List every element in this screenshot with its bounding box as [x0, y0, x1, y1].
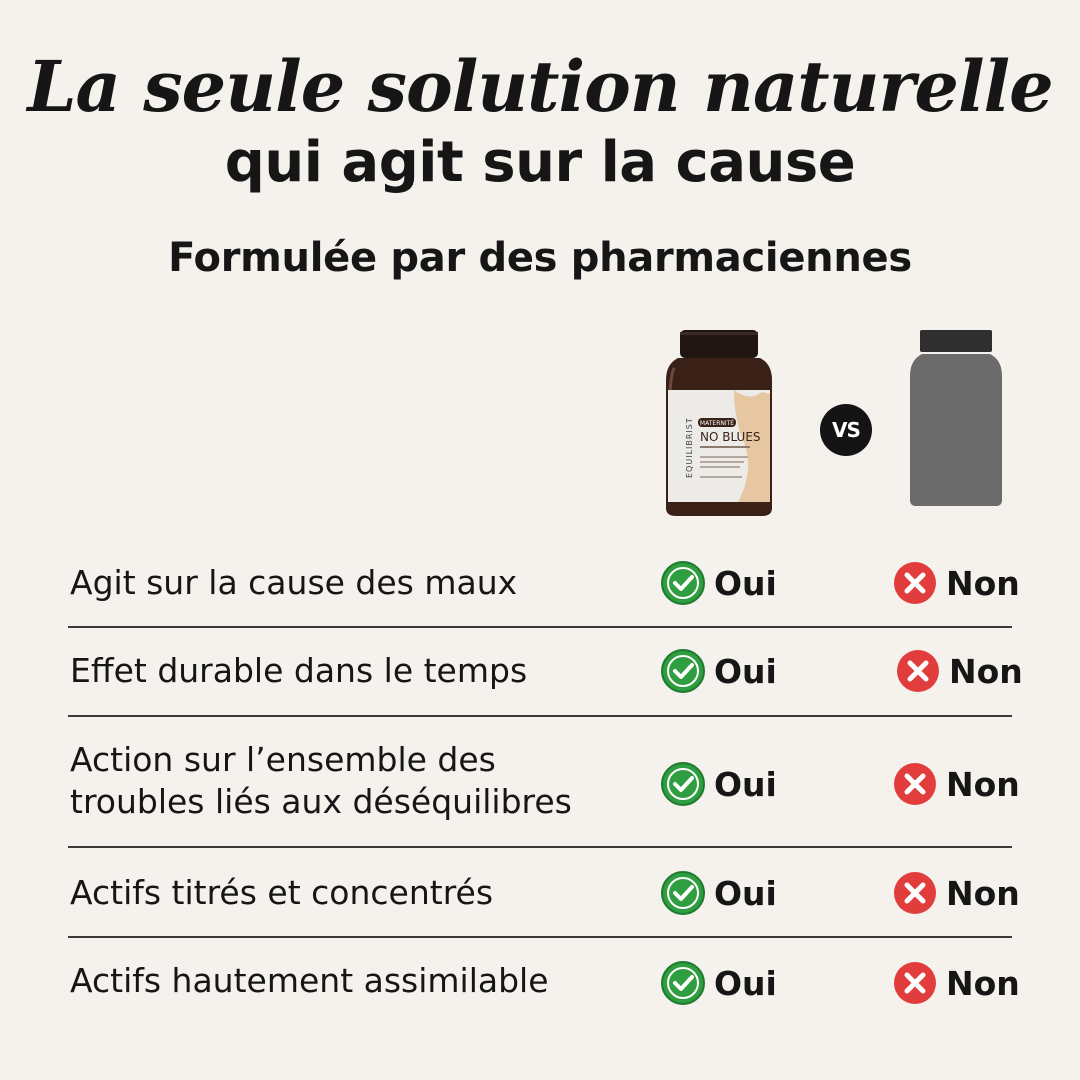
row-divider [68, 626, 1012, 628]
row-divider [68, 715, 1012, 717]
no-cell [892, 870, 1020, 916]
generic-bottle-icon [908, 330, 1004, 508]
yes-label: Oui [714, 873, 777, 913]
cross-circle-icon [892, 960, 938, 1006]
yes-cell [660, 560, 777, 606]
row-label: Actifs hautement assimilable [70, 961, 549, 1000]
no-label: Non [946, 764, 1020, 804]
check-circle-icon [660, 870, 706, 916]
no-label: Non [946, 873, 1020, 913]
row-divider [68, 846, 1012, 848]
yes-label: Oui [714, 651, 777, 691]
headline: La seule solution naturelle [27, 45, 1053, 128]
product-brand-text: EQUILIBRIST [685, 417, 694, 478]
vs-badge: VS [820, 404, 872, 456]
cross-circle-icon [892, 870, 938, 916]
yes-label: Oui [714, 563, 777, 603]
check-circle-icon [660, 761, 706, 807]
product-name-text: NO BLUES [700, 430, 761, 444]
check-circle-icon [660, 960, 706, 1006]
product-badge-text: MATERNITÉ [699, 420, 735, 427]
no-cell [892, 960, 1020, 1006]
row-label: Agit sur la cause des maux [70, 563, 518, 602]
check-circle-icon [660, 560, 706, 606]
no-cell [892, 560, 1020, 606]
yes-cell [660, 648, 777, 694]
row-label: Effet durable dans le temps [70, 651, 528, 690]
yes-label: Oui [714, 963, 777, 1003]
no-cell [895, 648, 1023, 694]
yes-label: Oui [714, 764, 777, 804]
yes-cell [660, 960, 777, 1006]
check-circle-icon [660, 648, 706, 694]
row-divider [68, 936, 1012, 938]
no-label: Non [949, 651, 1023, 691]
tagline: Formulée par des pharmaciennes [168, 235, 912, 281]
no-label: Non [946, 563, 1020, 603]
row-label: Actifs titrés et concentrés [70, 873, 494, 912]
row-label: Action sur l’ensemble des troubles liés aux déséquilibres [70, 740, 572, 821]
product-bottle-image [664, 328, 774, 518]
cross-circle-icon [892, 761, 938, 807]
cross-circle-icon [895, 648, 941, 694]
no-label: Non [946, 963, 1020, 1003]
no-cell [892, 761, 1020, 807]
cross-circle-icon [892, 560, 938, 606]
subheadline: qui agit sur la cause [224, 130, 856, 195]
yes-cell [660, 870, 777, 916]
yes-cell [660, 761, 777, 807]
